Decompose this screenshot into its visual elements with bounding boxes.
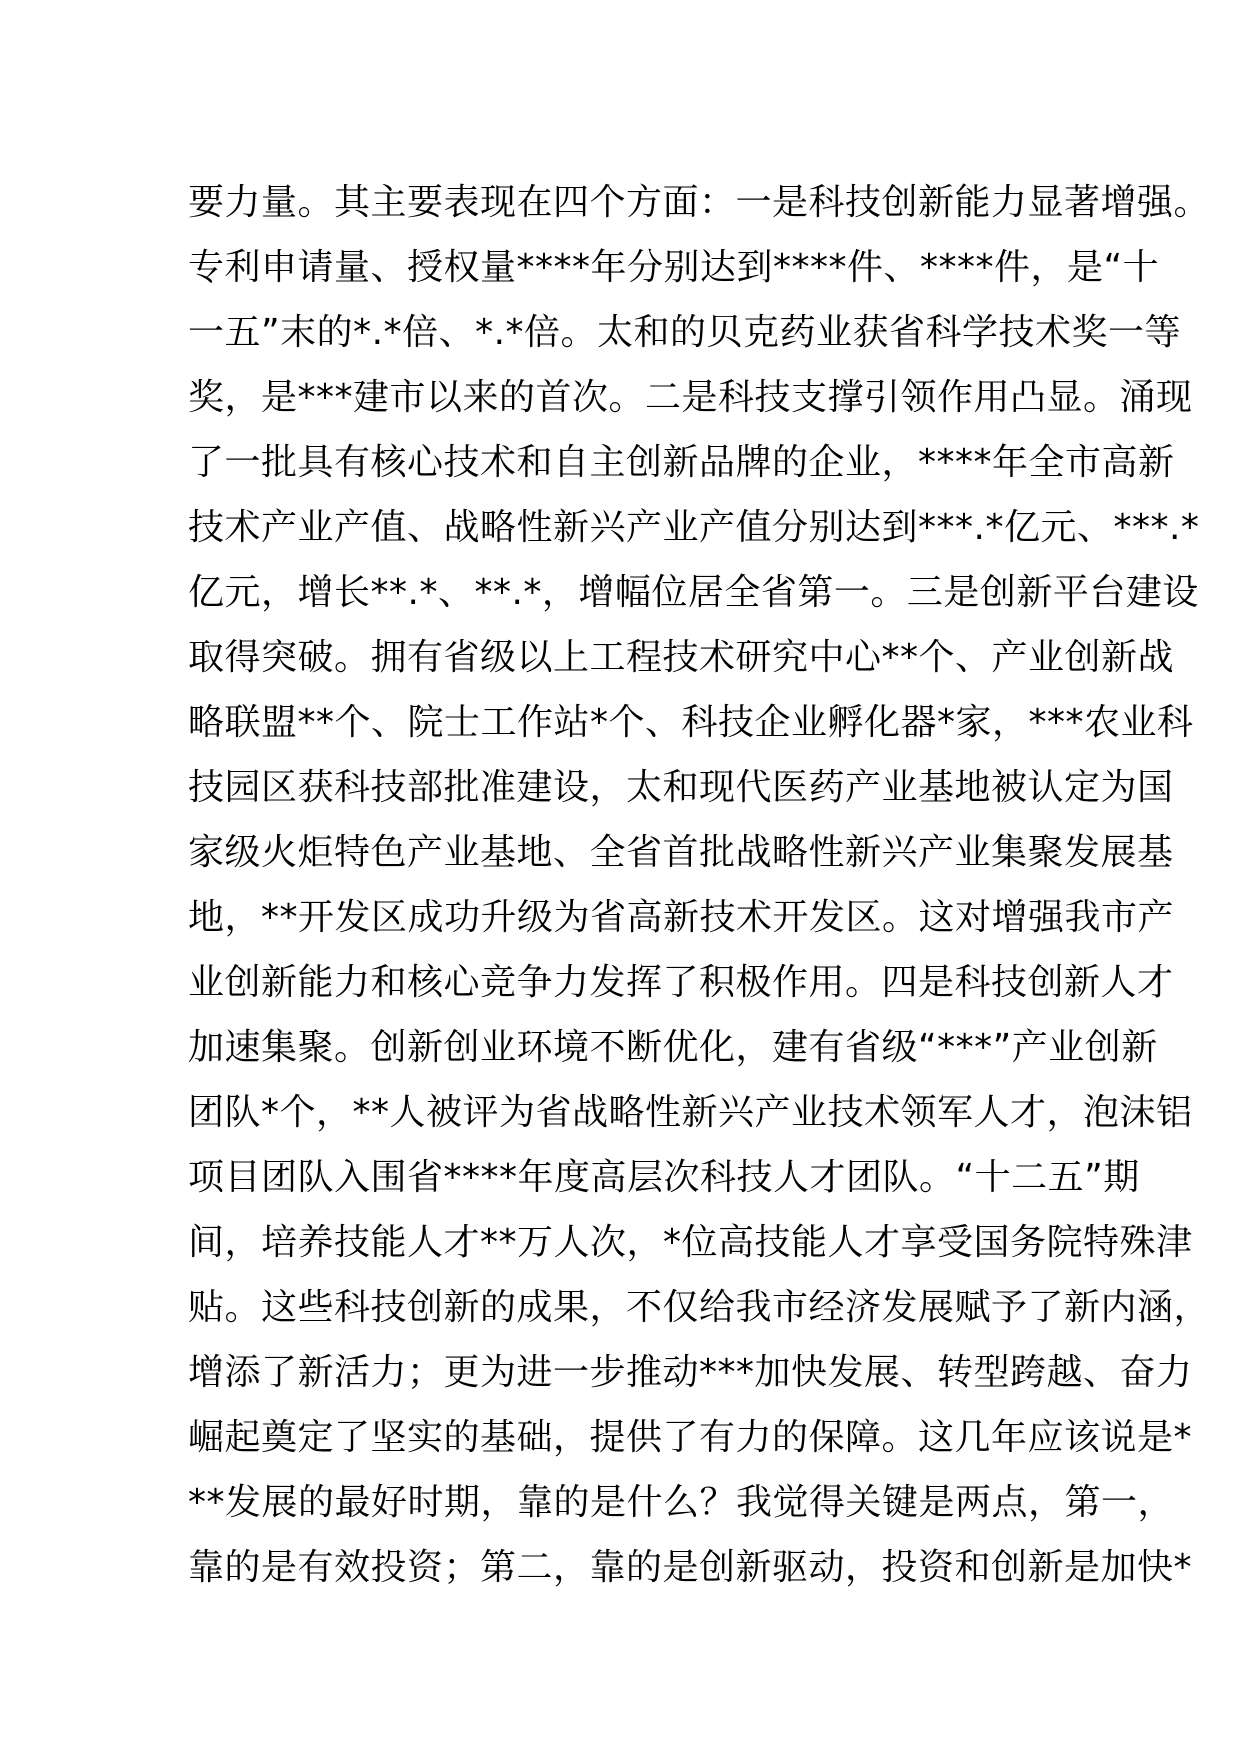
text-line: 团队*个，**人被评为省战略性新兴产业技术领军人才，泡沫铝 xyxy=(188,1092,1193,1133)
text-line: 取得突破。拥有省级以上工程技术研究中心**个、产业创新战 xyxy=(188,637,1175,678)
text-line: 略联盟**个、院士工作站*个、科技企业孵化器*家，***农业科 xyxy=(188,702,1194,743)
text-line: **发展的最好时期，靠的是什么？我觉得关键是两点，第一， xyxy=(188,1482,1175,1523)
text-line: 家级火炬特色产业基地、全省首批战略性新兴产业集聚发展基 xyxy=(188,832,1174,873)
text-line: 崛起奠定了坚实的基础，提供了有力的保障。这几年应该说是* xyxy=(188,1417,1193,1458)
text-line: 技术产业产值、战略性新兴产业产值分别达到***.*亿元、***.* xyxy=(188,507,1200,548)
text-line: 亿元，增长**.*、**.*，增幅位居全省第一。三是创新平台建设 xyxy=(188,572,1199,613)
text-line: 项目团队入围省****年度高层次科技人才团队。“十二五”期 xyxy=(188,1157,1140,1198)
text-line: 奖，是***建市以来的首次。二是科技支撑引领作用凸显。涌现 xyxy=(188,377,1193,418)
text-line: 专利申请量、授权量****年分别达到****件、****件，是“十 xyxy=(188,247,1160,288)
text-line: 业创新能力和核心竞争力发挥了积极作用。四是科技创新人才 xyxy=(188,962,1174,1003)
text-line: 一五”末的*.*倍、*.*倍。太和的贝克药业获省科学技术奖一等 xyxy=(188,312,1182,353)
text-line: 加速集聚。创新创业环境不断优化，建有省级“***”产业创新 xyxy=(188,1027,1158,1068)
text-line: 要力量。其主要表现在四个方面：一是科技创新能力显著增强。 xyxy=(188,182,1211,223)
text-line: 增添了新活力；更为进一步推动***加快发展、转型跨越、奋力 xyxy=(188,1352,1193,1393)
text-line: 了一批具有核心技术和自主创新品牌的企业，****年全市高新 xyxy=(188,442,1175,483)
text-line: 地，**开发区成功升级为省高新技术开发区。这对增强我市产 xyxy=(188,897,1175,938)
text-line: 技园区获科技部批准建设，太和现代医药产业基地被认定为国 xyxy=(188,767,1174,808)
text-line: 贴。这些科技创新的成果，不仅给我市经济发展赋予了新内涵， xyxy=(188,1287,1211,1328)
body-paragraph xyxy=(188,170,1211,1600)
text-line: 间，培养技能人才**万人次，*位高技能人才享受国务院特殊津 xyxy=(188,1222,1193,1263)
text-line: 靠的是有效投资；第二，靠的是创新驱动，投资和创新是加快* xyxy=(188,1547,1193,1588)
